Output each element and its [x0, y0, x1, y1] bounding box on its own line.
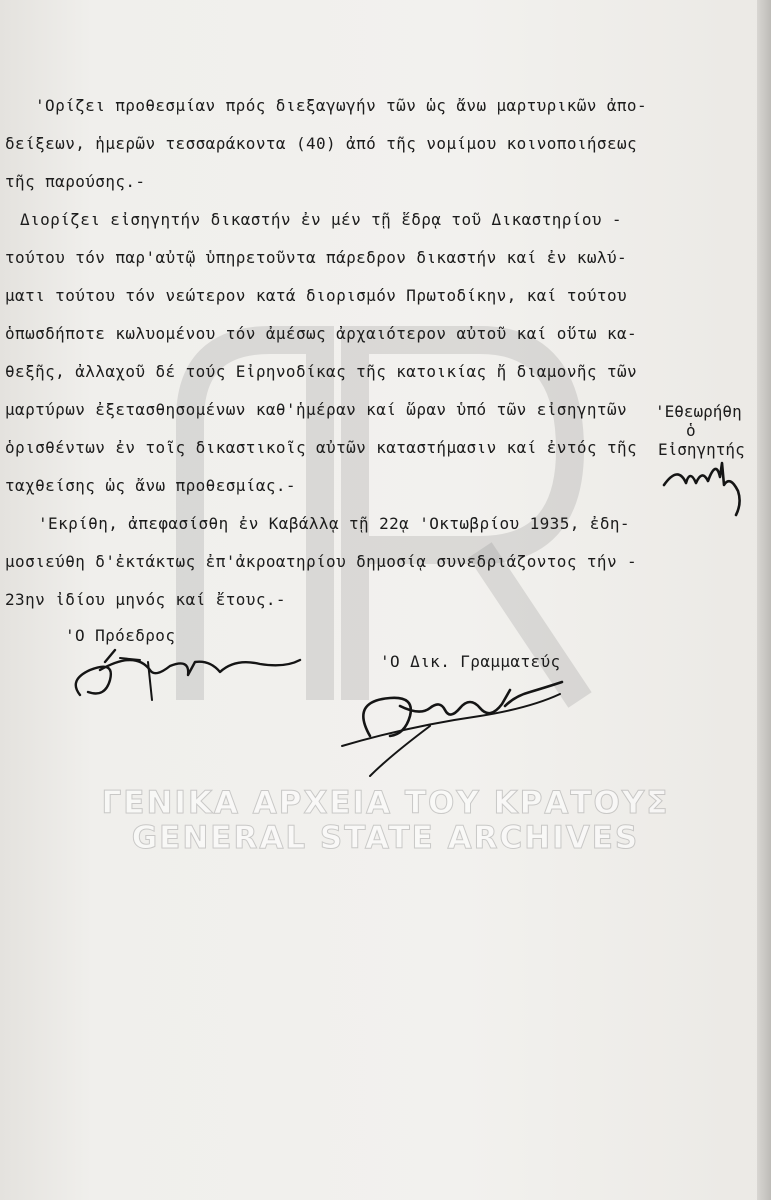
watermark-english: GENERAL STATE ARCHIVES	[131, 820, 640, 856]
text-line: τούτου τόν παρ'αὐτῷ ὑπηρετοῦντα πάρεδρον δικαστήν καί ἐν κωλύ-	[5, 248, 628, 267]
margin-note-line: ὁ	[686, 421, 696, 440]
secretary-label: 'Ο Δικ. Γραμματεύς	[380, 652, 561, 671]
text-line: ματι τούτου τόν νεώτερον κατά διορισμόν Πρωτοδίκην, καί τούτου	[5, 286, 628, 305]
secretary-signature	[330, 676, 570, 786]
text-line: τῆς παρούσης.-	[5, 172, 146, 191]
text-line: ταχθείσης ὡς ἄνω προθεσμίας.-	[5, 476, 296, 495]
rapporteur-signature	[660, 455, 750, 520]
margin-note-line: Εἰσηγητής	[658, 440, 745, 459]
text-line: 'Εκρίθη, ἀπεφασίσθη ἐν Καβάλλᾳ τῇ 22ᾳ 'Οκτωβρίου 1935, ἐδη-	[38, 514, 630, 533]
text-line: δείξεων, ἡμερῶν τεσσαράκοντα (40) ἀπό τῆς νομίμου κοινοποιήσεως	[5, 134, 638, 153]
watermark-greek: ΓΕΝΙΚΑ ΑΡΧΕΙΑ ΤΟΥ ΚΡΑΤΟΥΣ	[101, 785, 670, 821]
text-line: θεξῆς, ἀλλαχοῦ δέ τούς Εἰρηνοδίκας τῆς κατοικίας ἤ διαμονῆς τῶν	[5, 362, 638, 381]
text-line: ὁπωσδήποτε κωλυομένου τόν ἀμέσως ἀρχαιότερον αὐτοῦ καί οὕτω κα-	[5, 324, 638, 343]
president-label: 'Ο Πρόεδρος	[65, 626, 176, 645]
text-line: μαρτύρων ἐξετασθησομένων καθ'ἡμέραν καί ὥραν ὑπό τῶν εἰσηγητῶν	[5, 400, 628, 419]
president-signature	[60, 640, 310, 710]
text-line: 'Ορίζει προθεσμίαν πρός διεξαγωγήν τῶν ὡς ἄνω μαρτυρικῶν ἀπο-	[35, 96, 648, 115]
margin-note-line: 'Εθεωρήθη	[655, 402, 742, 421]
text-line: μοσιεύθη δ'ἐκτάκτως ἐπ'ἀκροατηρίου δημοσίᾳ συνεδριάζοντος τήν -	[5, 552, 638, 571]
text-line: ὁρισθέντων ἐν τοῖς δικαστικοῖς αὐτῶν καταστήμασιν καί ἐντός τῆς	[5, 438, 638, 457]
text-line: Διορίζει εἰσηγητήν δικαστήν ἐν μέν τῇ ἕδρᾳ τοῦ Δικαστηρίου -	[20, 210, 622, 229]
text-line: 23ην ἰδίου μηνός καί ἔτους.-	[5, 590, 286, 609]
page-binding-edge	[757, 0, 771, 1200]
